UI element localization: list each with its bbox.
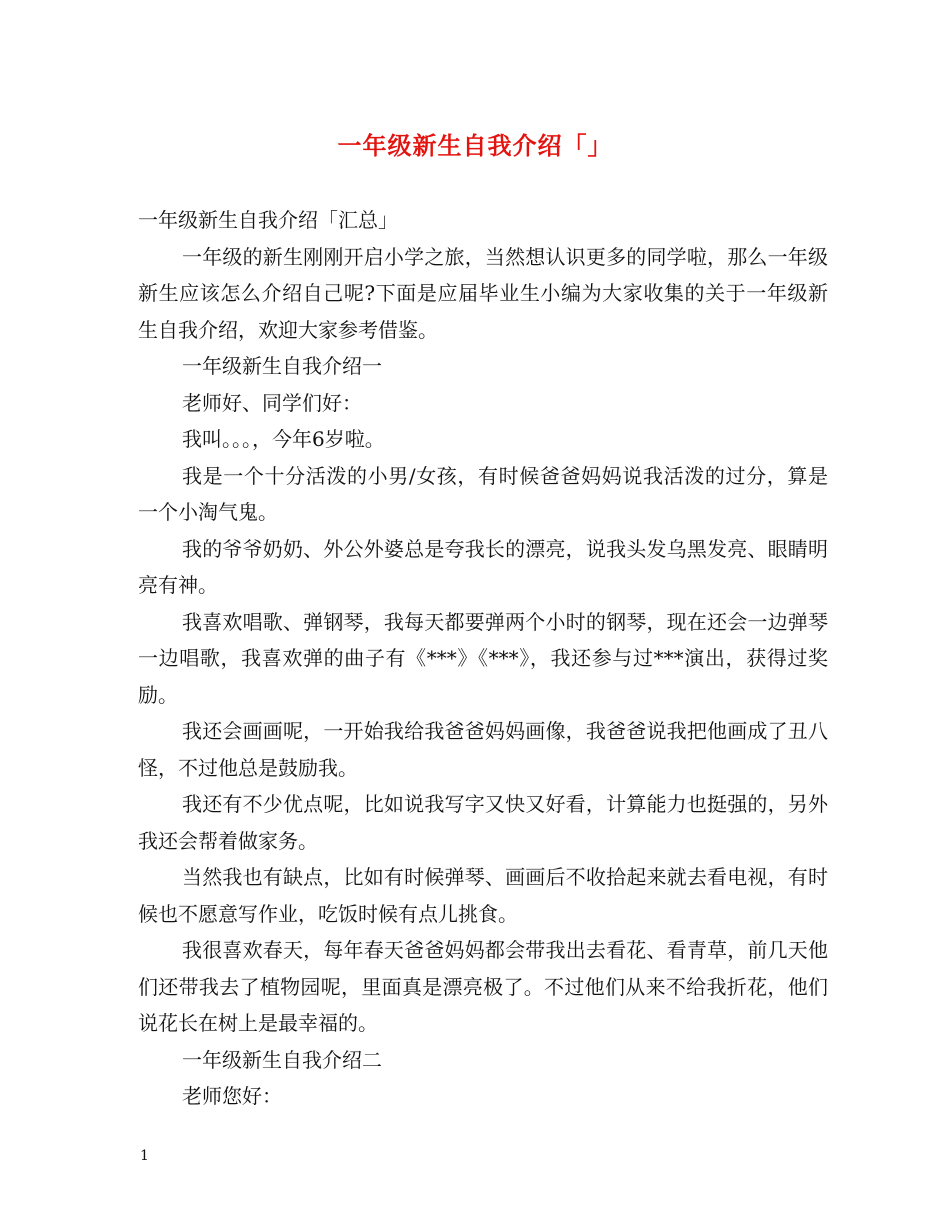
section-heading: 一年级新生自我介绍二 [182, 1047, 382, 1072]
paragraph: 我还会画画呢，一开始我给我爸爸妈妈画像，我爸爸说我把他画成了丑八怪，不过他总是鼓励我。 [138, 719, 828, 780]
paragraph: 我是一个十分活泼的小男/女孩，有时候爸爸妈妈说我活泼的过分，算是一个小淘气鬼。 [138, 463, 828, 524]
document-title: 一年级新生自我介绍「」 [337, 131, 613, 160]
paragraph: 老师您好： [182, 1084, 282, 1108]
page-number: 1 [140, 1148, 149, 1164]
paragraph: 老师好、同学们好： [182, 390, 362, 415]
paragraph: 我很喜欢春天，每年春天爸爸妈妈都会带我出去看花、看青草，前几天他们还带我去了植物园呢，里面真是漂亮极了。不过他们从来不给我折花，他们说花长在树上是最幸福的。 [138, 938, 828, 1035]
document-body [138, 202, 828, 1115]
paragraph-heading: 一年级新生自我介绍「汇总」 [138, 208, 398, 232]
paragraph: 一年级的新生刚刚开启小学之旅，当然想认识更多的同学啦，那么一年级新生应该怎么介绍自己呢?下面是应届毕业生小编为大家收集的关于一年级新生自我介绍，欢迎大家参考借鉴。 [138, 244, 828, 342]
paragraph: 我的爷爷奶奶、外公外婆总是夸我长的漂亮，说我头发乌黑发亮、眼睛明亮有神。 [138, 536, 828, 597]
paragraph: 我还有不少优点呢，比如说我写字又快又好看，计算能力也挺强的，另外我还会帮着做家务。 [138, 792, 828, 853]
paragraph: 我叫。。。，今年6岁啦。 [182, 427, 385, 451]
paragraph: 我喜欢唱歌、弹钢琴，我每天都要弹两个小时的钢琴，现在还会一边弹琴一边唱歌，我喜欢弹的曲子有《***》《***》，我还参与过***演出，获得过奖励。 [138, 609, 828, 707]
section-heading: 一年级新生自我介绍一 [182, 354, 382, 378]
paragraph: 当然我也有缺点，比如有时候弹琴、画画后不收拾起来就去看电视，有时候也不愿意写作业，吃饭时候有点儿挑食。 [138, 865, 828, 926]
